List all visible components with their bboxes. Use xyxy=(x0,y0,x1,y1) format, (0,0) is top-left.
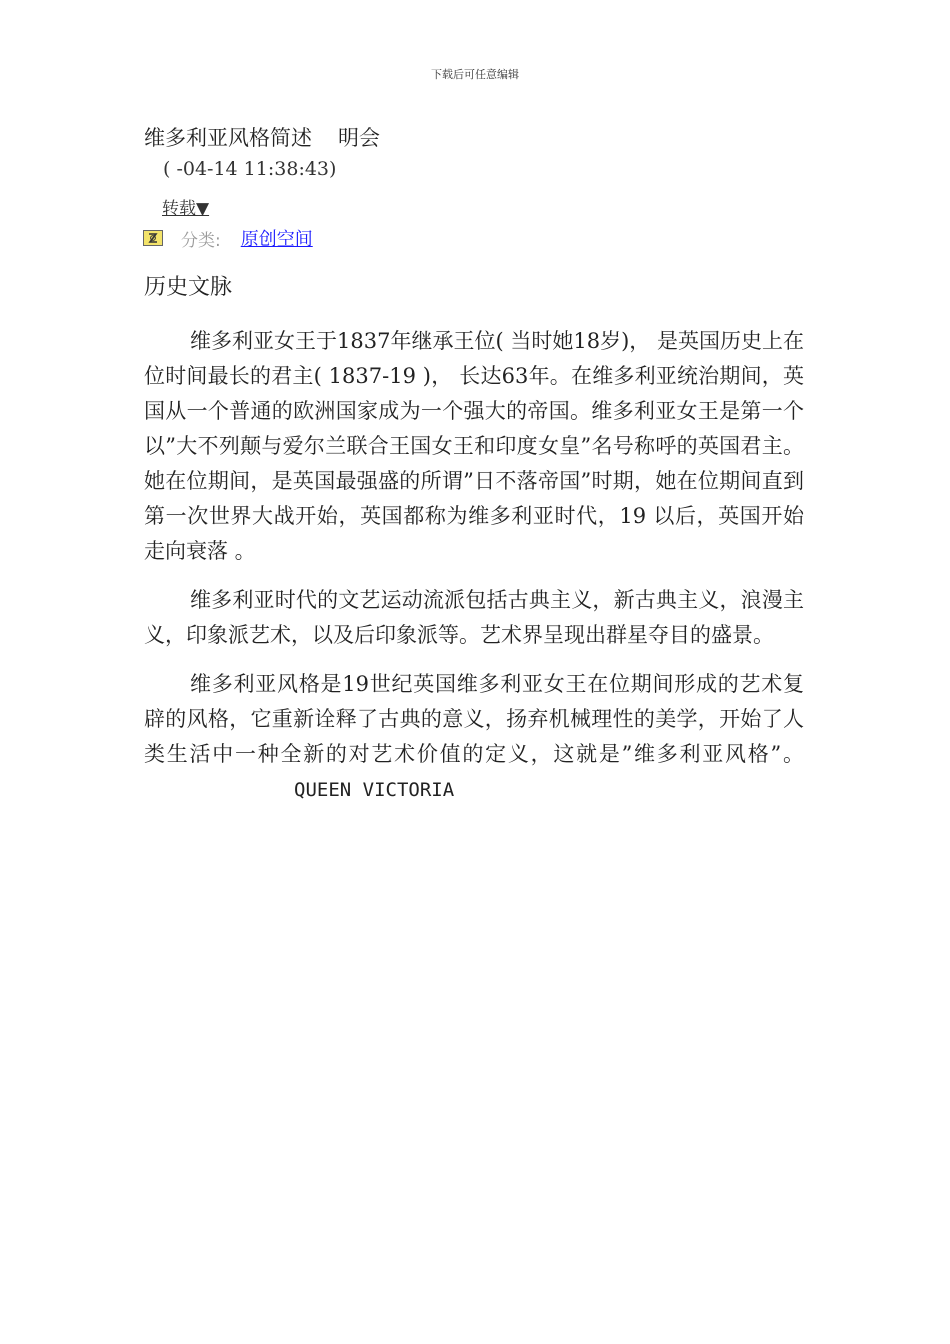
article-title-row xyxy=(144,122,380,152)
category-label: 分类: xyxy=(181,230,221,251)
article-timestamp: ( -04-14 11:38:43) xyxy=(163,158,337,180)
article-title: 维多利亚风格简述 xyxy=(144,126,312,150)
queen-victoria-caption: QUEEN VICTORIA xyxy=(294,779,455,801)
page-header-note: 下载后可任意编辑 xyxy=(431,68,519,81)
section-heading: 历史文脉 xyxy=(144,275,233,300)
category-icon xyxy=(143,230,163,246)
category-row xyxy=(143,226,313,250)
article-author: 明会 xyxy=(338,126,380,150)
paragraph-1: 维多利亚女王于1837年继承王位( 当时她18岁)， 是英国历史上在位时间最长的君主( 1837-19 )， 长达63年。在维多利亚统治期间，英国从一个普通的欧洲国家成为一个强大的帝国。维多利亚女王是第一个以”大不列颠与爱尔兰联合王国女王和印度女皇”名号称呼的英国君主。她在位期间，是英国最强盛的所谓”日不落帝国”时期，她在位期间直到第一次世界大战开始，英国都称为维多利亚时代，19 以后，英国开始走向衰落 。 xyxy=(144,329,804,563)
repost-button[interactable]: 转载▼ xyxy=(162,199,210,219)
paragraph-3-text: 维多利亚风格是19世纪英国维多利亚女王在位期间形成的艺术复辟的风格，它重新诠释了古典的意义，扬弃机械理性的美学，开始了人类生活中一种全新的对艺术价值的定义，这就是”维多利亚风格”。 xyxy=(144,672,804,766)
paragraph-2: 维多利亚时代的文艺运动流派包括古典主义，新古典主义，浪漫主义，印象派艺术，以及后印象派等。艺术界呈现出群星夺目的盛景。 xyxy=(144,588,804,647)
article-body xyxy=(144,324,804,808)
category-icon-glyph xyxy=(146,232,160,244)
paragraph-3 xyxy=(144,667,804,808)
category-link[interactable]: 原创空间 xyxy=(240,229,313,250)
